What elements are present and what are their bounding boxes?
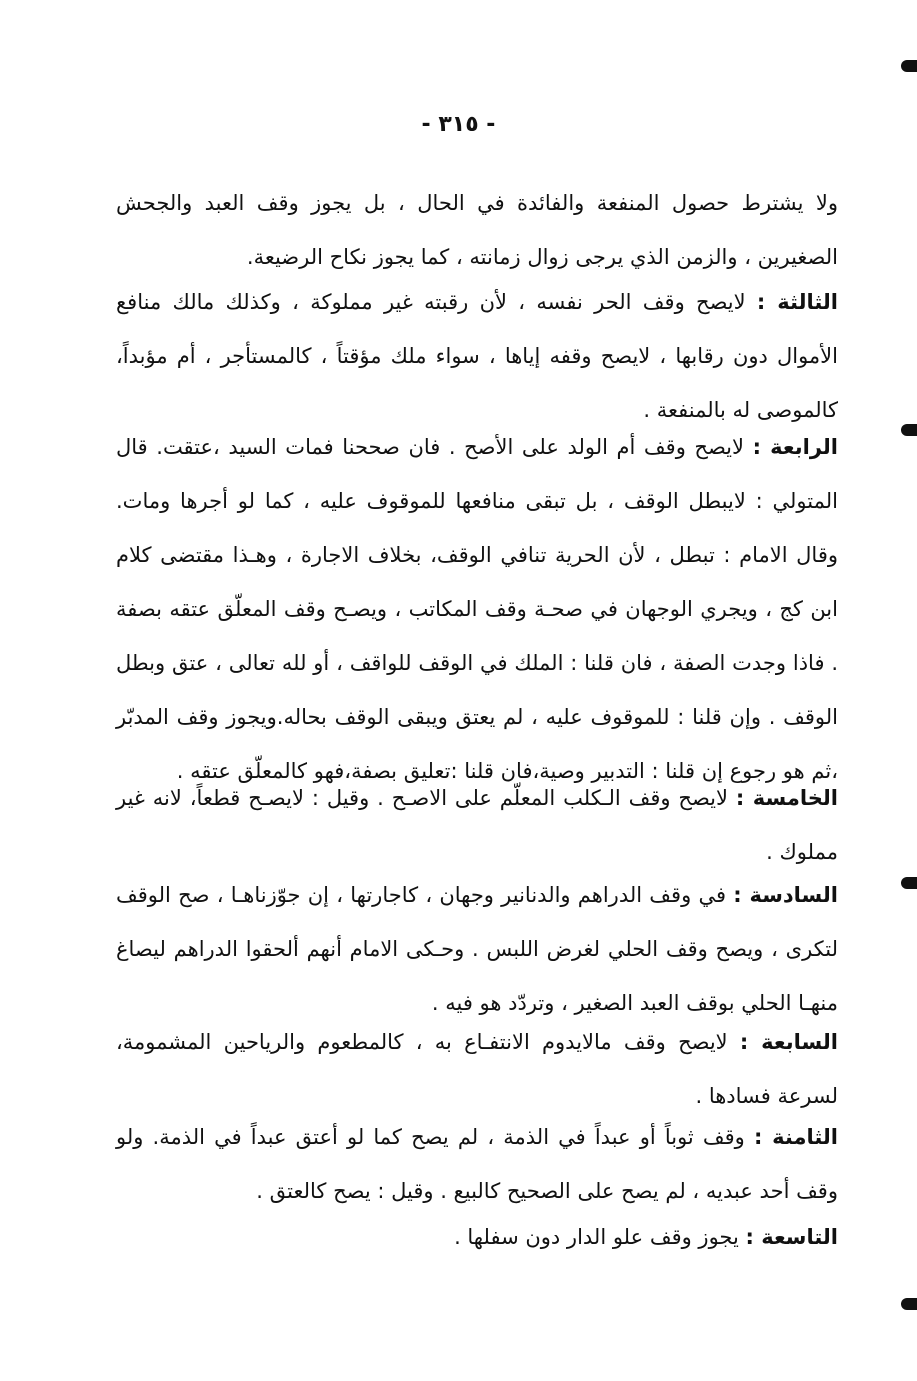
paragraph-text: لايصح وقف أم الولد على الأصح . فان صححنا فمات السيد ،عتقت. قال المتولي : لايبطل الوقف ، بل تبقى منافعها للموقوف عليه ، كما لو أجرها ومات. وقال الامام : تبطل ، لأن الحرية تنافي الوقف، بخلاف الاجارة ، وهـذا مقتضى كلام ابن كج ، ويجري الوجهان في صحـة وقف المكاتب ، ويصـح وقف المعلّق عتقه بصفة . فاذا وجدت الصفة ، فان قلنا : الملك في الوقف للواقف ، أو لله تعالى ، عتق وبطل الوقف . وإن قلنا : للموقوف عليه ، لم يعتق ويبقى الوقف بحاله.ويجوز وقف المدبّر ،ثم هو رجوع إن قلنا : التدبير وصية،فان قلنا :تعليق بصفة،فهو كالمعلّق عتقه . <box>116 435 838 783</box>
paragraph-ninth <box>116 1210 838 1264</box>
paragraph-text: لايصح وقف الـكلب المعلّم على الاصـح . وقيل : لايصـح قطعاً، لانه غير مملوك . <box>116 786 838 864</box>
paragraph-third <box>116 275 838 437</box>
paragraph-heading: الثامنة : <box>753 1125 838 1149</box>
scan-edge-mark <box>901 60 917 72</box>
paragraph-heading: الرابعة : <box>752 435 839 459</box>
paragraph-eighth <box>116 1110 838 1218</box>
scan-edge-mark <box>901 1298 917 1310</box>
paragraph-fifth <box>116 771 838 879</box>
paragraph-heading: السادسة : <box>733 883 838 907</box>
paragraph-text: لايصح وقف الحر نفسه ، لأن رقبته غير مملوكة ، وكذلك مالك منافع الأموال دون رقابها ، لايصح وقفه إياها ، سواء ملك مؤقتاً ، كالمستأجر ، أم مؤبداً، كالموصى له بالمنفعة . <box>116 290 838 422</box>
paragraph-heading: الخامسة : <box>735 786 839 810</box>
scan-edge-mark <box>901 877 917 889</box>
paragraph-text: في وقف الدراهم والدنانير وجهان ، كاجارتها ، إن جوّزناهـا ، صح الوقف لتكرى ، ويصح وقف الحلي لغرض اللبس . وحـكى الامام أنهم ألحقوا الدراهم ليصاغ منهـا الحلي بوقف العبد الصغير ، وتردّد هو فيه . <box>116 883 838 1015</box>
paragraph-heading: الثالثة : <box>756 290 838 314</box>
paragraph-heading: التاسعة : <box>745 1225 838 1249</box>
paragraph-fourth <box>116 420 838 798</box>
paragraph-continuation <box>116 176 838 284</box>
paragraph-text: وقف ثوباً أو عبداً في الذمة ، لم يصح كما لو أعتق عبداً في الذمة. ولو وقف أحد عبديه ، لم يصح على الصحيح كالبيع . وقيل : يصح كالعتق . <box>116 1125 838 1203</box>
paragraph-heading: السابعة : <box>739 1030 838 1054</box>
paragraph-seventh <box>116 1015 838 1123</box>
scan-edge-mark <box>901 424 917 436</box>
paragraph-text: ولا يشترط حصول المنفعة والفائدة في الحال ، بل يجوز وقف العبد والجحش الصغيرين ، والزمن الذي يرجى زوال زمانته ، كما يجوز نكاح الرضيعة. <box>116 191 838 269</box>
paragraph-text: يجوز وقف علو الدار دون سفلها . <box>454 1225 746 1249</box>
paragraph-text: لايصح وقف مالايدوم الانتفـاع به ، كالمطعوم والرياحين المشمومة، لسرعة فسادها . <box>116 1030 838 1108</box>
paragraph-sixth <box>116 868 838 1030</box>
page-number: - ٣١٥ - <box>421 112 496 137</box>
